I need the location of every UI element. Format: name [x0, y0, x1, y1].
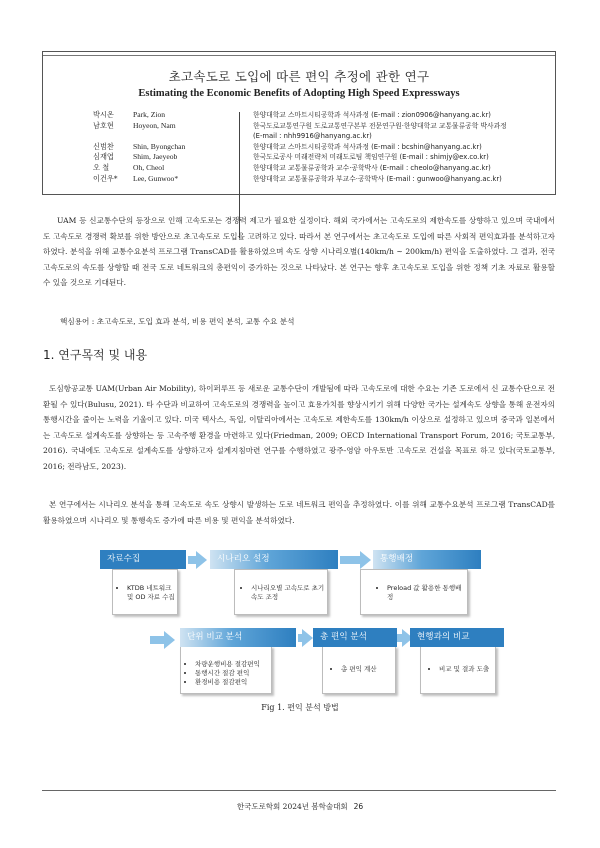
- page-number: 26: [353, 802, 364, 811]
- step-bullet: • 환경비용 절감편익: [195, 678, 269, 687]
- author-affiliation: 한양대학교 스마트시티공학과 석사과정 (E-mail : bcshin@hanyang.ac.kr): [253, 142, 482, 151]
- figure-caption: Fig 1. 편익 분석 방법: [261, 703, 339, 712]
- author-name-en: Hoyeon, Nam: [133, 120, 176, 130]
- step-box-data-collection: [112, 569, 178, 615]
- step-title-comparison: 현행과의 비교: [410, 628, 504, 647]
- step-bullet: • 총 편익 계산: [341, 665, 393, 674]
- author-name-en: Park, Zion: [133, 110, 166, 119]
- step-box-comparison: [420, 646, 496, 694]
- author-name-ko: 심재엽: [93, 152, 114, 162]
- flow-arrow-icon: [360, 551, 371, 569]
- author-name-en: Oh, Cheol: [133, 162, 165, 172]
- body-paragraph: [43, 381, 555, 475]
- step-title-scenario: 시나리오 설정: [210, 550, 338, 569]
- keywords: 핵심용어 : 초고속도로, 도입 효과 분석, 비용 편익 분석, 교통 수요 분석: [60, 317, 295, 326]
- step-bullet: • Preload 값 활용한 통행배정: [387, 584, 465, 602]
- step-bullet: • 비교 및 결과 도출: [439, 665, 493, 674]
- flow-arrow-icon: [302, 629, 313, 647]
- abstract: [43, 213, 555, 291]
- step-title-total-benefit: 총 편익 분석: [313, 628, 397, 647]
- author-affiliation: 한국도로공사 미래전략처 미래도로팀 책임연구원 (E-mail : shimjy@ex.co.kr): [253, 153, 489, 162]
- step-title-assignment: 통행배정: [373, 550, 481, 569]
- flow-arrow-icon: [196, 551, 207, 569]
- flow-arrow-icon: [164, 631, 175, 649]
- author-affiliation: 한양대학교 교통물류공학과 교수·공학박사 (E-mail : cheolo@hanyang.ac.kr): [253, 163, 491, 172]
- paragraph-text: 본 연구에서는 시나리오 분석을 통해 고속도로 속도 상향시 발생하는 도로 네트워크 편익을 추정하였다. 이를 위해 교통수요분석 프로그램 TransCAD를 활용하였으며 시나리오 및 통행속도 증가에 따른 비용 및 편익을 분석하였다.: [43, 500, 555, 525]
- author-name-en: Shim, Jaeyeob: [133, 152, 178, 162]
- author-name-en: Lee, Gunwoo*: [133, 173, 179, 183]
- author-name-ko: 오 철: [93, 162, 110, 172]
- flow-arrow-shaft: [150, 636, 166, 644]
- step-bullet: • 통행시간 절감 편익: [195, 669, 269, 678]
- step-bullet: • 시나리오별 고속도로 초기속도 조정: [251, 584, 325, 602]
- footer-text: 한국도로학회 2024년 봄학술대회: [236, 802, 348, 811]
- flow-arrow-shaft: [298, 634, 304, 642]
- step-box-scenario: [234, 569, 328, 615]
- step-box-assignment: [360, 569, 468, 615]
- step-bullet: • 차량운행비용 절감편익: [195, 660, 269, 669]
- paper-title-korean: 초고속도로 도입에 따른 편익 추정에 관한 연구: [168, 69, 430, 84]
- flow-arrow-icon: [402, 629, 413, 647]
- body-paragraph: [43, 497, 555, 528]
- author-affiliation: 한국도로교통연구원 도로교통연구본부 전문연구원·한양대학교 교통물류공학 박사과정: [253, 121, 507, 130]
- step-box-unit-analysis: [180, 646, 272, 694]
- section-heading: 1. 연구목적 및 내용: [43, 348, 148, 362]
- page-footer: [0, 801, 600, 812]
- author-affiliation: 한양대학교 스마트시티공학과 석사과정 (E-mail : zion0906@hanyang.ac.kr): [253, 111, 491, 119]
- title-box: [42, 51, 556, 195]
- author-name-ko: 박시온: [93, 110, 114, 119]
- flow-arrow-shaft: [397, 634, 403, 642]
- flow-arrow-shaft: [188, 556, 198, 564]
- flow-arrow-shaft: [340, 556, 362, 564]
- author-name-ko: 신범찬: [93, 141, 114, 151]
- step-bullet: • KTDB 네트워크 및 OD 자료 수집: [127, 584, 175, 602]
- paper-title-english: Estimating the Economic Benefits of Adopting High Speed Expressways: [138, 88, 460, 99]
- step-title-unit-analysis: 단위 비교 분석: [180, 628, 296, 647]
- abstract-text: UAM 등 신교통수단의 등장으로 인해 고속도로는 경쟁력 제고가 필요한 실정이다. 해외 국가에서는 고속도로의 제한속도를 상향하고 있으며 국내에서도 고속도로 경쟁력 확보를 위한 방안으로 초고속도로 도입을 고려하고 있다. 따라서 본 연구에서는 초고속도로 도입에 따른 사회적 편익효과를 분석하고자 하였다. 분석을 위해 교통수요분석 프로그램 TransCAD를 활용하였으며 속도 상향 시나리오별(140km/h ~ 200km/h) 편익을 도출하였다. 그 결과, 전국 고속도로의 속도를 상향할 때 전국 도로 네트워크의 총편익이 증가하는 것으로 나타났다. 본 연구는 향후 초고속도로 도입을 위한 정책 기초 자료로 활용할 수 있을 것으로 기대된다.: [43, 216, 555, 288]
- author-name-en: Shin, Byongchan: [133, 141, 186, 151]
- step-box-total-benefit: [322, 646, 396, 694]
- author-name-ko: 남호현: [93, 120, 114, 130]
- author-affiliation: 한양대학교 교통물류공학과 부교수·공학박사 (E-mail : gunwoo@hanyang.ac.kr): [253, 174, 502, 183]
- footer-rule: [42, 790, 556, 791]
- author-affiliation: (E-mail : nhh9916@hanyang.ac.kr): [253, 132, 372, 141]
- step-title-data-collection: 자료수집: [100, 550, 186, 569]
- author-name-ko: 이건우*: [93, 173, 118, 183]
- title-top-rule: [43, 55, 555, 56]
- paragraph-text: 도심항공교통 UAM(Urban Air Mobility), 하이퍼루프 등 새로운 교통수단이 개발됨에 따라 고속도로에 대한 수요는 기존 도로에서 신 교통수단으로 전환될 수 있다(Bulusu, 2021). 타 수단과 비교하여 고속도로의 경쟁력을 높이고 효용가치를 향상시키기 위해 다양한 국가는 설계속도 상향을 통해 운전자의 통행시간을 줄이는 노력을 기울이고 있다. 미국 텍사스, 독일, 이탈리아에서는 고속도로 제한속도를 130km/h 이상으로 설정하고 있으며 중국과 일본에서는 고속도로 설계속도를 상향하는 등 고속주행 환경을 마련하고 있다(Friedman, 2009; OECD International Transport Forum, 2016; 국토교통부, 2016). 국내에도 고속도로 설계속도를 상향하고자 설계지침마련 연구를 수행하였고 광주-영암 아우토반 고속도로 건설을 목표로 하고 있다(국토교통부, 2016; 전라남도, 2023).: [43, 384, 555, 471]
